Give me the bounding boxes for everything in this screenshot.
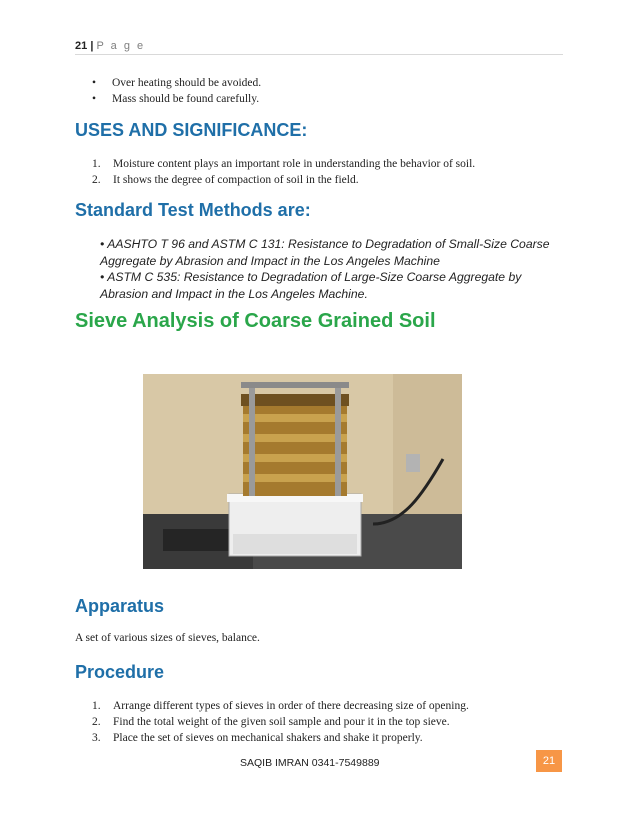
top-bullet-list [92, 75, 261, 107]
uses-list [92, 156, 475, 188]
apparatus-text: A set of various sizes of sieves, balance. [75, 632, 260, 644]
list-item: 1. Arrange different types of sieves in order of there decreasing size of opening. [92, 700, 469, 712]
header-page-word: P a g e [96, 40, 146, 52]
list-item: • ASTM C 535: Resistance to Degradation of Large-Size Coarse Aggregate by Abrasion and Impact in the Los Angeles Machine. [100, 270, 522, 301]
page-header [75, 40, 145, 52]
list-item: • Over heating should be avoided. [92, 75, 261, 91]
procedure-heading: Procedure [75, 662, 165, 682]
page-number-box: 21 [536, 750, 562, 772]
sieve-heading: Sieve Analysis of Coarse Grained Soil [75, 310, 436, 332]
apparatus-heading: Apparatus [75, 596, 165, 616]
footer-author: SAQIB IMRAN 0341-7549889 [240, 757, 380, 769]
list-item: 2. It shows the degree of compaction of soil in the field. [92, 174, 359, 186]
header-separator: | [90, 40, 94, 52]
list-item: 1. Moisture content plays an important role in understanding the behavior of soil. [92, 158, 476, 170]
list-item: • Mass should be found carefully. [92, 91, 261, 107]
standards-list [100, 236, 560, 302]
header-page-number: 21 [75, 40, 88, 52]
list-item: 3. Place the set of sieves on mechanical shakers and shake it properly. [92, 732, 423, 744]
sieve-shaker-photo [143, 374, 462, 569]
list-item: • AASHTO T 96 and ASTM C 131: Resistance to Degradation of Small-Size Coarse Aggregate by Abrasion and Impact in the Los Angeles Machine [100, 237, 550, 268]
procedure-list [92, 698, 469, 746]
header-rule [75, 54, 563, 55]
list-item: 2. Find the total weight of the given soil sample and pour it in the top sieve. [92, 716, 450, 728]
standards-heading: Standard Test Methods are: [75, 200, 311, 220]
sieve-shaker-illustration [143, 374, 462, 569]
uses-heading: USES AND SIGNIFICANCE: [75, 120, 308, 140]
